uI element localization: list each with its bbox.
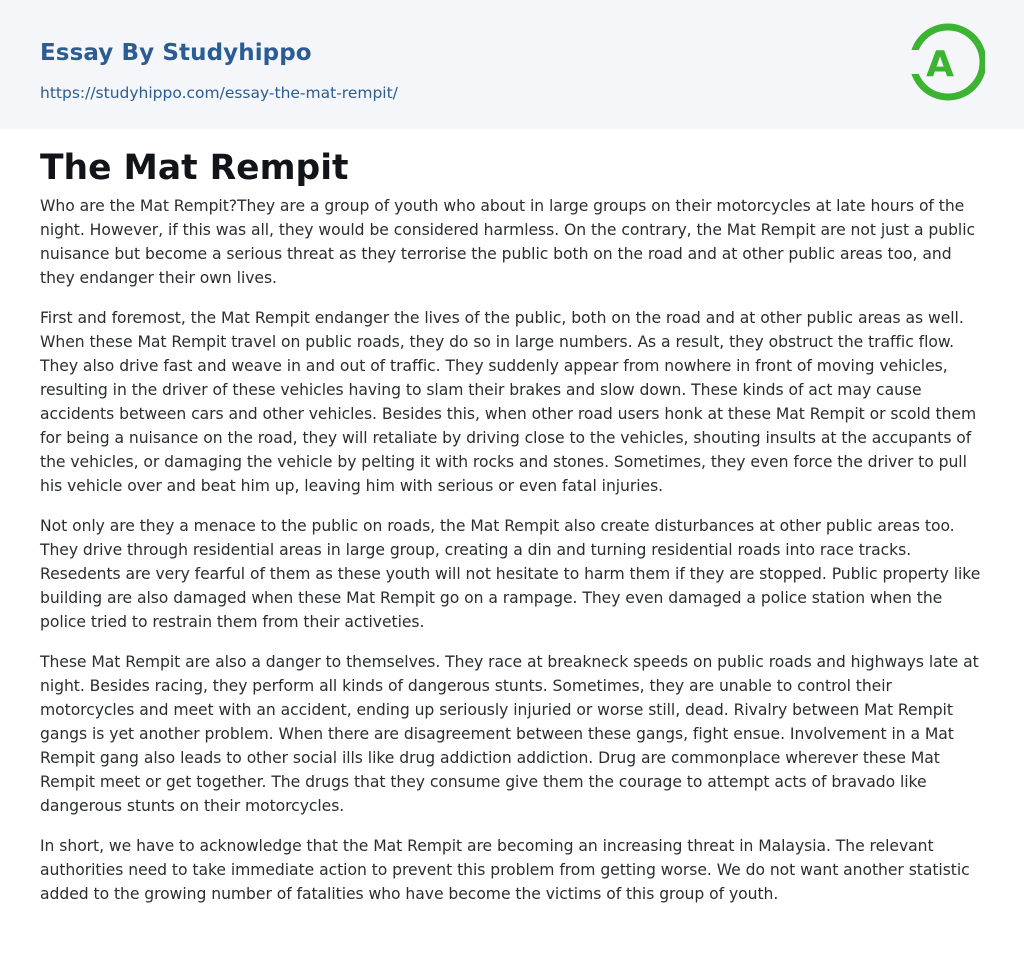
essay-body <box>40 194 990 922</box>
essay-paragraph: In short, we have to acknowledge that the Mat Rempit are becoming an increasing threat in Malaysia. The relevant authorities need to take immediate action to prevent this problem from getting worse. We do not want another statistic added to the growing number of fatalities who have become the victims of this group of youth. <box>40 837 970 903</box>
essay-paragraph: Not only are they a menace to the public on roads, the Mat Rempit also create disturbances at other public areas too. They drive through residential areas in large group, creating a din and turning residential roads into race tracks. Resedents are very fearful of them as these youth will not hesitate to harm them if they are stopped. Public property like building are also damaged when these Mat Rempit go on a rampage. They even damaged a police station when the police tried to restrain them from their activeties. <box>40 517 981 631</box>
essay-paragraph: First and foremost, the Mat Rempit endanger the lives of the public, both on the road and at other public areas as well. When these Mat Rempit travel on public roads, they do so in large numbers. As a result, they obstruct the traffic flow. They also drive fast and weave in and out of traffic. They suddenly appear from nowhere in front of moving vehicles, resulting in the driver of these vehicles having to slam their brakes and slow down. These kinds of act may cause accidents between cars and other vehicles. Besides this, when other road users honk at these Mat Rempit or scold them for being a nuisance on the road, they will retaliate by driving close to the vehicles, shouting insults at the accupants of the vehicles, or damaging the vehicle by pelting it with rocks and stones. Sometimes, they even force the driver to pull his vehicle over and beat him up, leaving him with serious or even fatal injuries. <box>40 309 977 495</box>
studyhippo-logo-icon[interactable] <box>911 20 985 104</box>
logo-letter: A <box>926 44 954 85</box>
essay-url-link[interactable]: https://studyhippo.com/essay-the-mat-rempit/ <box>40 84 398 102</box>
site-brand[interactable]: Essay By Studyhippo <box>40 40 312 66</box>
essay-paragraph: These Mat Rempit are also a danger to themselves. They race at breakneck speeds on public roads and highways late at night. Besides racing, they perform all kinds of dangerous stunts. Sometimes, they are unable to control their motorcycles and meet with an accident, ending up seriously injuried or worse still, dead. Rivalry between Mat Rempit gangs is yet another problem. When there are disagreement between these gangs, fight ensue. Involvement in a Mat Rempit gang also leads to other social ills like drug addiction addiction. Drug are commonplace wherever these Mat Rempit meet or get together. The drugs that they consume give them the courage to attempt acts of bravado like dangerous stunts on their motorcycles. <box>40 653 979 815</box>
essay-title: The Mat Rempit <box>40 148 349 188</box>
essay-paragraph: Who are the Mat Rempit?They are a group of youth who about in large groups on their motorcycles at late hours of the night. However, if this was all, they would be considered harmless. On the contrary, the Mat Rempit are not just a public nuisance but become a serious threat as they terrorise the public both on the road and at other public areas too, and they endanger their own lives. <box>40 197 976 287</box>
site-header <box>0 0 1024 129</box>
